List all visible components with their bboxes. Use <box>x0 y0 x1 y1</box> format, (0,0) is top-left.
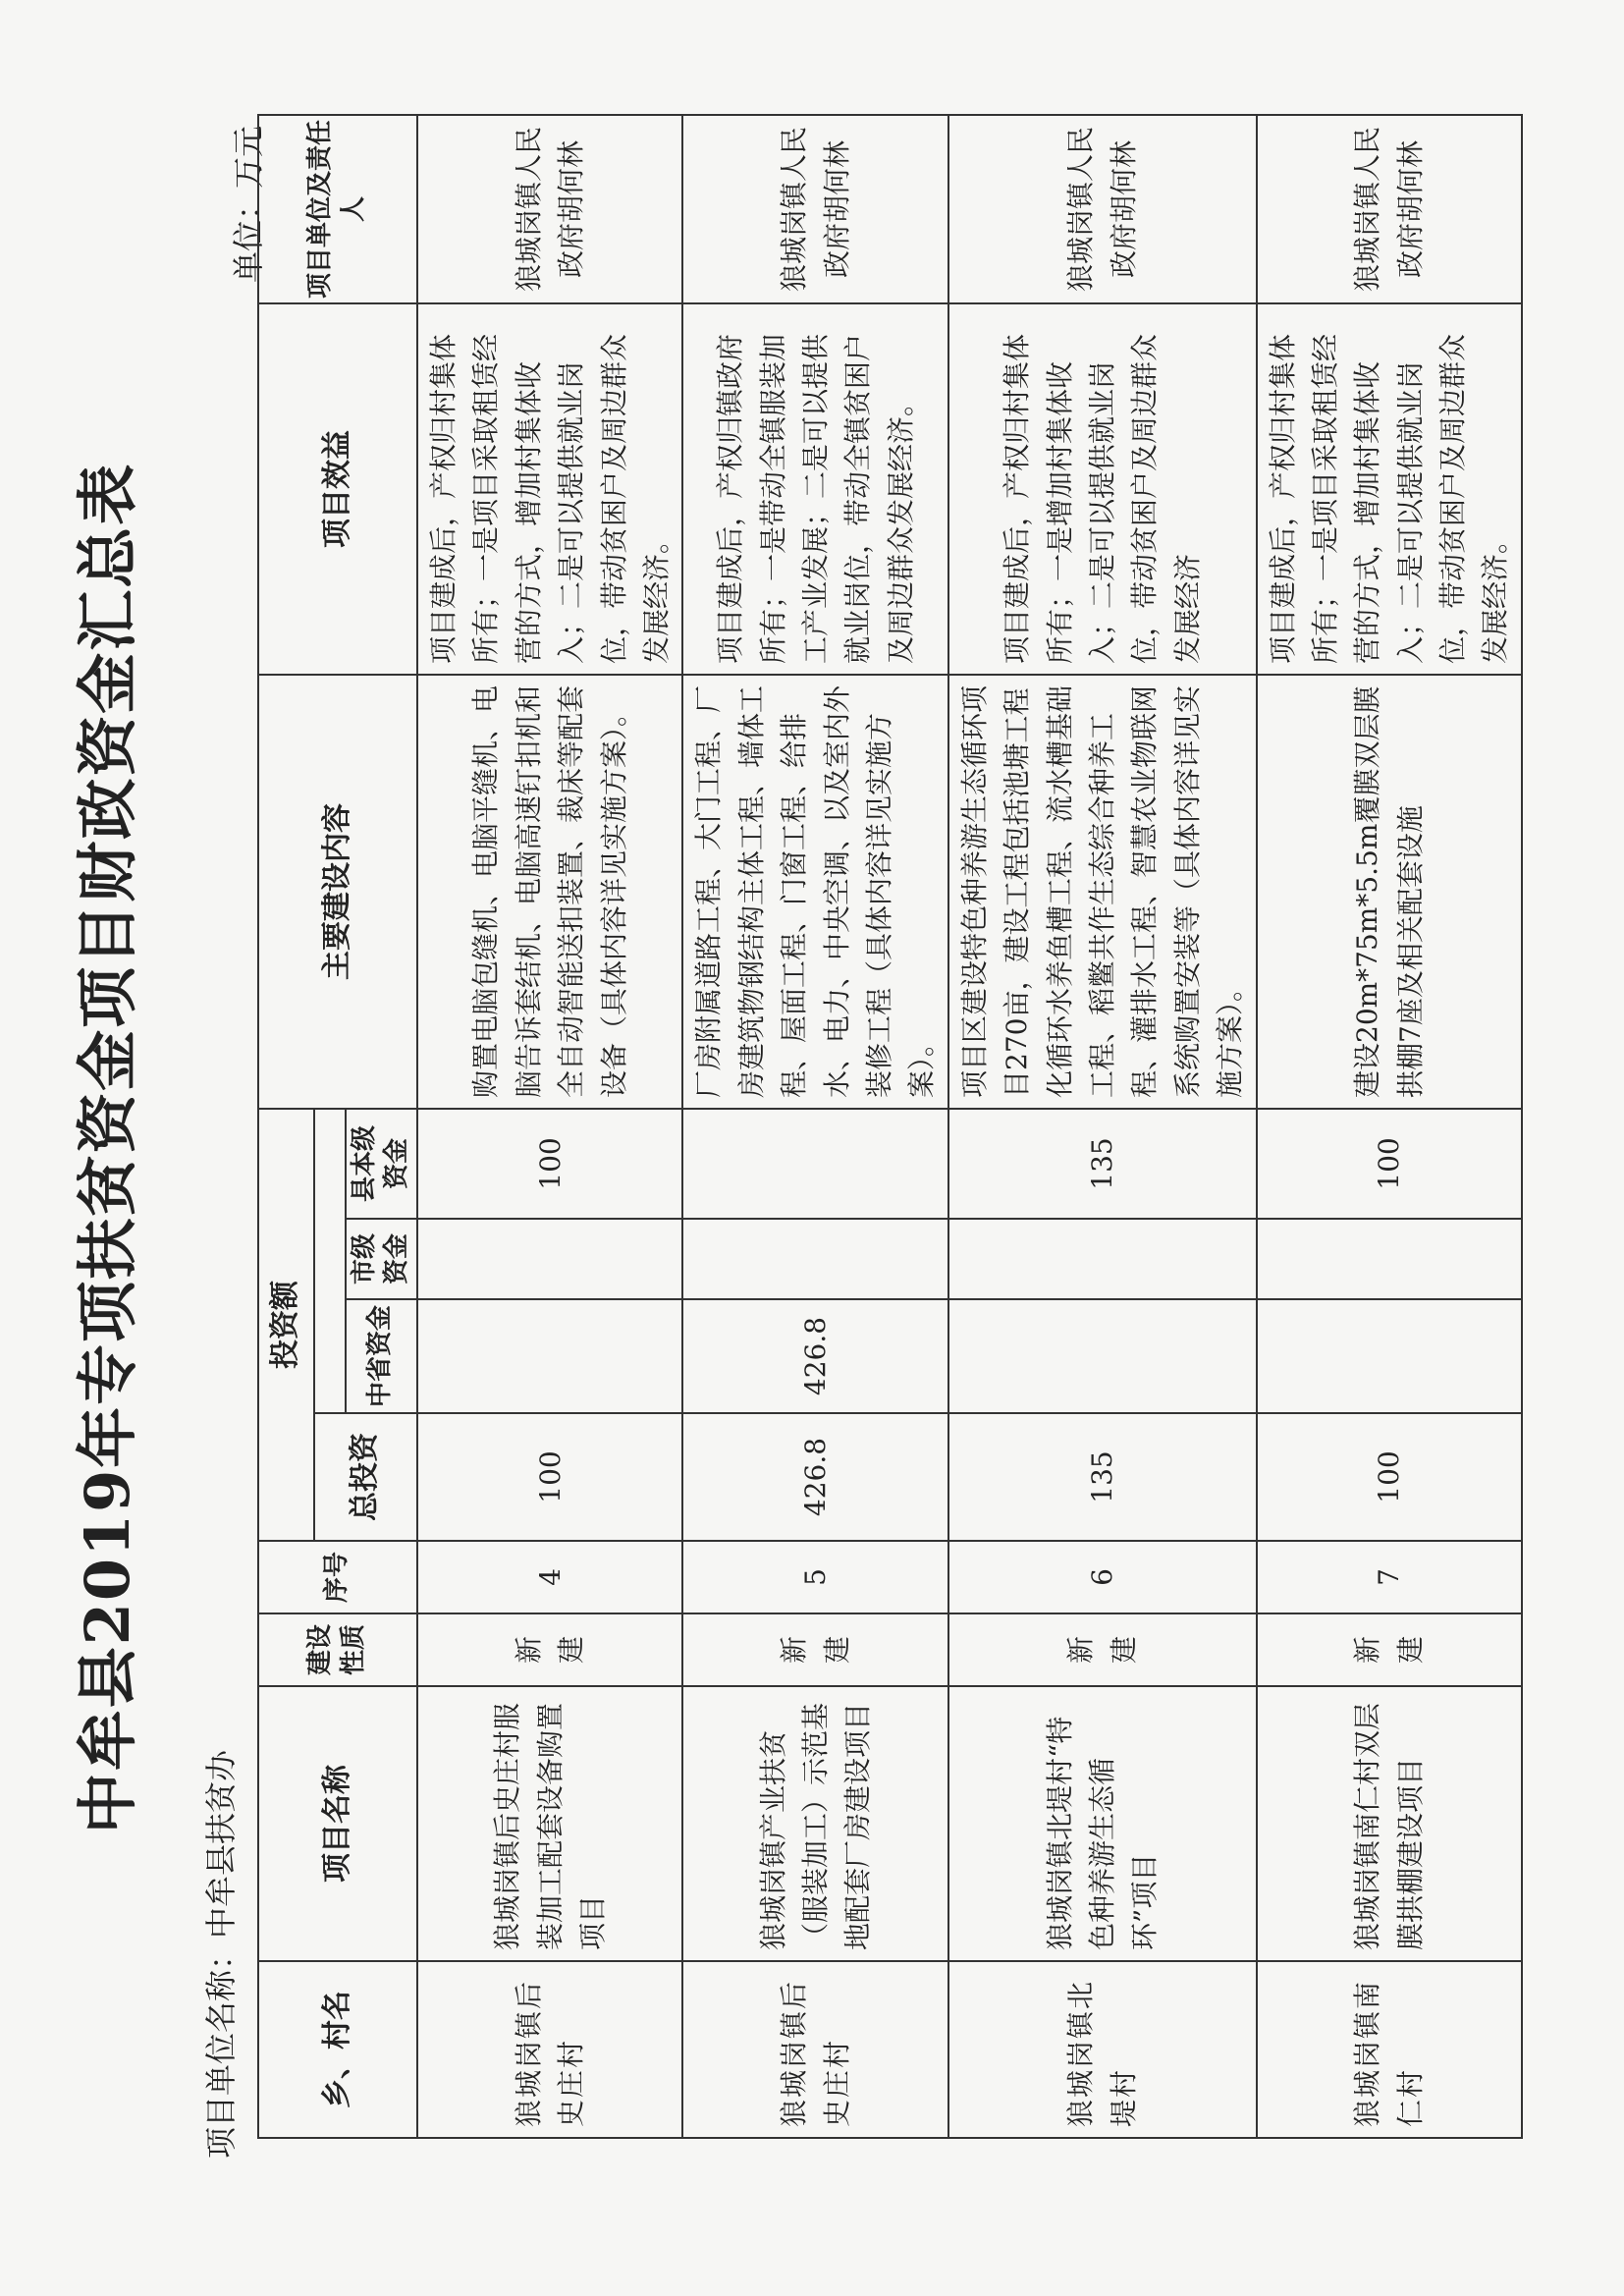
cell-village: 狼城岗镇后史庄村 <box>417 1961 682 2138</box>
header-build-type: 建设性质 <box>258 1613 417 1686</box>
header-project-name: 项目名称 <box>258 1686 417 1961</box>
document-title: 中牟县2019年专项扶贫资金项目财政资金汇总表 <box>72 462 143 1834</box>
cell-owner: 狼城岗镇人民政府胡何林 <box>948 115 1257 303</box>
cell-benefit: 项目建成后，产权归村集体所有；一是项目采取租赁经营的方式，增加村集体收入；二是可以提供就业岗位，带动贫困户及周边群众发展经济。 <box>417 303 682 675</box>
table-row <box>417 115 682 2138</box>
cell-total: 100 <box>417 1413 682 1541</box>
cell-city <box>682 1219 947 1299</box>
cell-city <box>1257 1219 1522 1299</box>
header-seq: 序号 <box>258 1541 417 1613</box>
cell-county: 100 <box>1257 1109 1522 1219</box>
cell-build-type: 新建 <box>682 1613 947 1686</box>
cell-central-provincial <box>948 1299 1257 1413</box>
cell-content: 购置电脑包缝机、电脑平缝机、电脑告诉套结机、电脑高速钉扣机和全自动智能送扣装置、裁床等配套设备（具体内容详见实施方案）。 <box>417 675 682 1109</box>
cell-city <box>417 1219 682 1299</box>
cell-seq: 6 <box>948 1541 1257 1613</box>
cell-county: 135 <box>948 1109 1257 1219</box>
table-row <box>1257 115 1522 2138</box>
table-row <box>948 115 1257 2138</box>
project-unit-name: 项目单位名称：中牟县扶贫办 <box>202 1749 240 2159</box>
cell-seq: 5 <box>682 1541 947 1613</box>
cell-content: 项目区建设特色种养游生态循环项目270亩，建设工程包括池塘工程化循环水养鱼槽工程、流水槽基础工程、稻鳖共作生态综合种养工程、灌排水工程、智慧农业物联网系统购置安装等（具体内容详见实施方案）。 <box>948 675 1257 1109</box>
cell-owner: 狼城岗镇人民政府胡何林 <box>417 115 682 303</box>
cell-build-type: 新建 <box>1257 1613 1522 1686</box>
cell-central-provincial <box>1257 1299 1522 1413</box>
header-central-provincial: 中省资金 <box>346 1299 418 1413</box>
cell-seq: 4 <box>417 1541 682 1613</box>
cell-village: 狼城岗镇后史庄村 <box>682 1961 947 2138</box>
cell-village: 狼城岗镇南仁村 <box>1257 1961 1522 2138</box>
cell-project-name: 狼城岗镇产业扶贫（服装加工）示范基地配套厂房建设项目 <box>682 1686 947 1961</box>
cell-benefit: 项目建成后，产权归村集体所有；一是增加村集体收入；二是可以提供就业岗位，带动贫困户及周边群众发展经济 <box>948 303 1257 675</box>
cell-build-type: 新建 <box>948 1613 1257 1686</box>
cell-owner: 狼城岗镇人民政府胡何林 <box>682 115 947 303</box>
table-row <box>682 115 947 2138</box>
cell-content: 厂房附属道路工程、大门工程、厂房建筑物钢结构主体工程、墙体工程、屋面工程、门窗工程、给排水、电力、中央空调、以及室内外装修工程（具体内容详见实施方案）。 <box>682 675 947 1109</box>
header-village: 乡、村名 <box>258 1961 417 2138</box>
cell-owner: 狼城岗镇人民政府胡何林 <box>1257 115 1522 303</box>
header-fund-split <box>314 1109 346 1413</box>
cell-total: 426.8 <box>682 1413 947 1541</box>
cell-seq: 7 <box>1257 1541 1522 1613</box>
cell-content: 建设20m*75m*5.5m覆膜双层膜拱棚7座及相关配套设施 <box>1257 675 1522 1109</box>
cell-city <box>948 1219 1257 1299</box>
header-investment: 投资额 <box>258 1109 314 1541</box>
cell-central-provincial: 426.8 <box>682 1299 947 1413</box>
cell-project-name: 狼城岗镇南仁村双层膜拱棚建设项目 <box>1257 1686 1522 1961</box>
currency-unit: 单位：万元 <box>230 125 267 283</box>
cell-project-name: 狼城岗镇后史庄村服装加工配套设备购置项目 <box>417 1686 682 1961</box>
cell-build-type: 新建 <box>417 1613 682 1686</box>
header-city: 市级资金 <box>346 1219 418 1299</box>
cell-benefit: 项目建成后，产权归村集体所有；一是项目采取租赁经营的方式，增加村集体收入；二是可以提供就业岗位，带动贫困户及周边群众发展经济。 <box>1257 303 1522 675</box>
cell-total: 100 <box>1257 1413 1522 1541</box>
cell-benefit: 项目建成后，产权归镇政府所有；一是带动全镇服装加工产业发展；二是可以提供就业岗位，带动全镇贫困户及周边群众发展经济。 <box>682 303 947 675</box>
cell-total: 135 <box>948 1413 1257 1541</box>
cell-county: 100 <box>417 1109 682 1219</box>
funds-summary-table <box>257 114 1523 2139</box>
header-county: 县本级资金 <box>346 1109 418 1219</box>
header-benefit: 项目效益 <box>258 303 417 675</box>
cell-county <box>682 1109 947 1219</box>
cell-central-provincial <box>417 1299 682 1413</box>
header-content: 主要建设内容 <box>258 675 417 1109</box>
header-total: 总投资 <box>314 1413 418 1541</box>
cell-project-name: 狼城岗镇北堤村“特色种养游生态循环”项目 <box>948 1686 1257 1961</box>
header-owner: 项目单位及责任人 <box>258 115 417 303</box>
cell-village: 狼城岗镇北堤村 <box>948 1961 1257 2138</box>
